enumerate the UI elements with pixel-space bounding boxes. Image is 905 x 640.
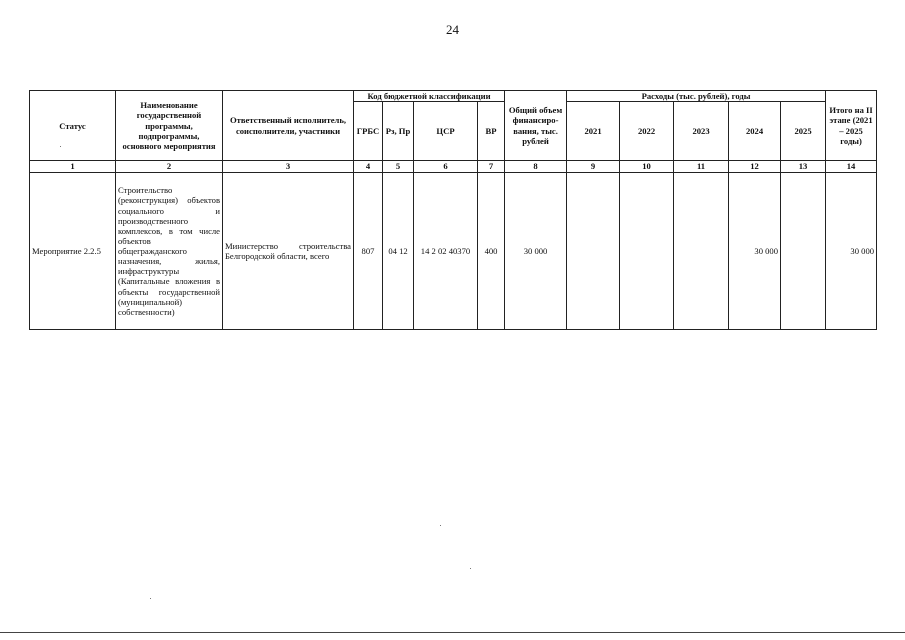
column-number: 12	[729, 161, 781, 173]
page-number: 24	[446, 22, 459, 37]
scan-speck	[150, 598, 151, 599]
cell-csr: 14 2 02 40370	[414, 173, 478, 330]
scan-speck	[470, 568, 471, 569]
column-number: 11	[674, 161, 729, 173]
header-2023: 2023	[674, 102, 729, 161]
column-number: 5	[383, 161, 414, 173]
cell-2025	[781, 173, 826, 330]
cell-2021	[567, 173, 620, 330]
cell-status: Мероприятие 2.2.5	[30, 173, 116, 330]
header-2024: 2024	[729, 102, 781, 161]
table-row	[30, 173, 877, 330]
column-number: 9	[567, 161, 620, 173]
column-number: 4	[354, 161, 383, 173]
header-2022: 2022	[620, 102, 674, 161]
header-name: Наименование государственной программы, подпрограммы, основного мероприятия	[116, 91, 223, 161]
column-number: 1	[30, 161, 116, 173]
header-budget-code: Код бюджетной классификации	[354, 91, 505, 102]
header-total-volume: Общий объем финансиро-вания, тыс. рублей	[505, 91, 567, 161]
cell-stage-total: 30 000	[826, 173, 877, 330]
cell-2024: 30 000	[729, 173, 781, 330]
cell-name: Строительство (реконструкция) объектов социального и производственного комплексов, в том числе объектов общегражданского назначения, жилья, инфраструктуры (Капитальные вложения в объекты государственной (муниципальной) собственности)	[116, 173, 223, 330]
cell-total: 30 000	[505, 173, 567, 330]
page-bottom-edge	[0, 632, 905, 633]
header-csr: ЦСР	[414, 102, 478, 161]
cell-vr: 400	[478, 173, 505, 330]
header-vr: ВР	[478, 102, 505, 161]
scan-speck	[440, 525, 441, 526]
column-number: 10	[620, 161, 674, 173]
scan-speck	[60, 146, 61, 147]
column-number: 8	[505, 161, 567, 173]
header-grbs: ГРБС	[354, 102, 383, 161]
header-row-top	[30, 91, 877, 102]
header-2025: 2025	[781, 102, 826, 161]
cell-2023	[674, 173, 729, 330]
budget-table	[29, 90, 877, 330]
cell-2022	[620, 173, 674, 330]
column-number: 13	[781, 161, 826, 173]
column-number: 3	[223, 161, 354, 173]
header-expenses: Расходы (тыс. рублей), годы	[567, 91, 826, 102]
cell-grbs: 807	[354, 173, 383, 330]
column-number-row	[30, 161, 877, 173]
column-number: 6	[414, 161, 478, 173]
header-status: Статус	[30, 91, 116, 161]
cell-rzpr: 04 12	[383, 173, 414, 330]
header-executor: Ответственный исполнитель, соисполнители, участники	[223, 91, 354, 161]
header-rzpr: Рз, Пр	[383, 102, 414, 161]
cell-executor: Министерство строительства Белгородской области, всего	[223, 173, 354, 330]
header-stage-total: Итого на II этапе (2021 – 2025 годы)	[826, 91, 877, 161]
column-number: 2	[116, 161, 223, 173]
column-number: 14	[826, 161, 877, 173]
header-2021: 2021	[567, 102, 620, 161]
column-number: 7	[478, 161, 505, 173]
